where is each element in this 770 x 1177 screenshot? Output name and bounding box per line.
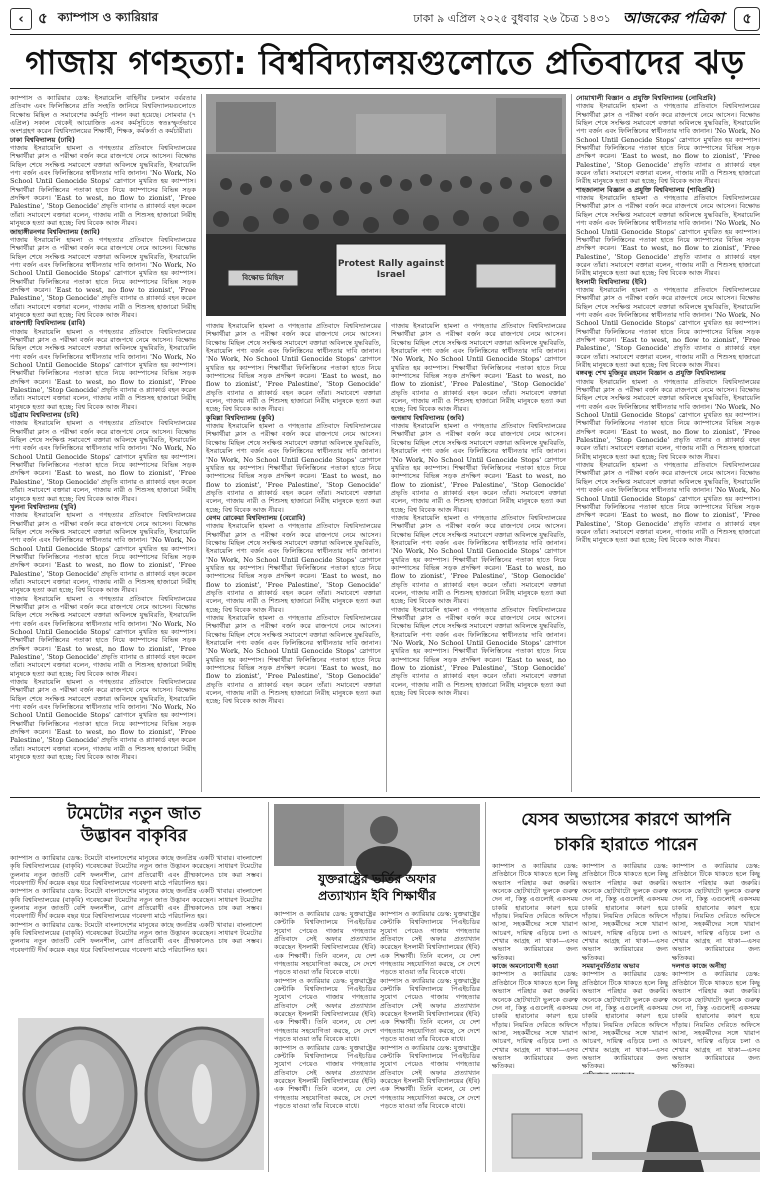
- lead-body-text: গাজায় ইসরায়েলি হামলা ও গণহত্যার প্রতিবাদে বিশ্ববিদ্যালয়ের শিক্ষার্থীরা ক্লাস ও পরীক্ষা বর্জন করে রাজপথে নেমে আসেন। বিক্ষোভ মিছিল শেষে সংক্ষিপ্ত সমাবেশে বক্তারা অবিলম্বে যুদ্ধবিরতি, ইসরায়েলি পণ্য বর্জন এবং ফিলিস্তিনের স্বাধীনতার দাবি জানান। 'No Work, No School Until Genocide Stops' স্লোগানে মুখরিত হয় ক্যাম্পাস। শিক্ষার্থীরা ফিলিস্তিনের পতাকা হাতে নিয়ে ক্যাম্পাসের বিভিন্ন সড়ক প্রদক্ষিণ করেন। 'East to west, no flow to zionist', 'Free Palestine', 'Stop Genocide' প্রভৃতি ব্যানার ও প্ল্যাকার্ড বহন করেন তাঁরা। সমাবেশে বক্তারা বলেন, গাজায় নারী ও শিশুসহ হাজারো নিরীহ মানুষকে হত্যা করা হচ্ছে; বিশ্ব বিবেক আজ নীরব।: [391, 322, 566, 414]
- column-divider: [268, 802, 269, 1172]
- habits-headline-line1: যেসব অভ্যাসের কারণে আপনি: [521, 810, 731, 830]
- habits-story-col-3: [672, 862, 760, 1070]
- habits-story-col-1: [492, 862, 578, 1070]
- habits-headline-line2: চাকরি হারাতে পারেন: [554, 835, 698, 855]
- prev-page-arrow-icon[interactable]: ‹: [10, 8, 32, 30]
- lead-body-text: গাজায় ইসরায়েলি হামলা ও গণহত্যার প্রতিবাদে বিশ্ববিদ্যালয়ের শিক্ষার্থীরা ক্লাস ও পরীক্ষা বর্জন করে রাজপথে নেমে আসেন। বিক্ষোভ মিছিল শেষে সংক্ষিপ্ত সমাবেশে বক্তারা অবিলম্বে যুদ্ধবিরতি, ইসরায়েলি পণ্য বর্জন এবং ফিলিস্তিনের স্বাধীনতার দাবি জানান। 'No Work, No School Until Genocide Stops' স্লোগানে মুখরিত হয় ক্যাম্পাস। শিক্ষার্থীরা ফিলিস্তিনের পতাকা হাতে নিয়ে ক্যাম্পাসের বিভিন্ন সড়ক প্রদক্ষিণ করেন। 'East to west, no flow to zionist', 'Free Palestine', 'Stop Genocide' প্রভৃতি ব্যানার ও প্ল্যাকার্ড বহন করেন তাঁরা। সমাবেশে বক্তারা বলেন, গাজায় নারী ও শিশুসহ হাজারো নিরীহ মানুষকে হত্যা করা হচ্ছে; বিশ্ব বিবেক আজ নীরব।: [206, 614, 381, 706]
- lead-column-3: [391, 322, 566, 794]
- lead-body-text: গাজায় ইসরায়েলি হামলা ও গণহত্যার প্রতিবাদে বিশ্ববিদ্যালয়ের শিক্ষার্থীরা ক্লাস ও পরীক্ষা বর্জন করে রাজপথে নেমে আসেন। বিক্ষোভ মিছিল শেষে সংক্ষিপ্ত সমাবেশে বক্তারা অবিলম্বে যুদ্ধবিরতি, ইসরায়েলি পণ্য বর্জন এবং ফিলিস্তিনের স্বাধীনতার দাবি জানান। 'No Work, No School Until Genocide Stops' স্লোগানে মুখরিত হয় ক্যাম্পাস। শিক্ষার্থীরা ফিলিস্তিনের পতাকা হাতে নিয়ে ক্যাম্পাসের বিভিন্ন সড়ক প্রদক্ষিণ করেন। 'East to west, no flow to zionist', 'Free Palestine', 'Stop Genocide' প্রভৃতি ব্যানার ও প্ল্যাকার্ড বহন করেন তাঁরা। সমাবেশে বক্তারা বলেন, গাজায় নারী ও শিশুসহ হাজারো নিরীহ মানুষকে হত্যা করা হচ্ছে; বিশ্ব বিবেক আজ নীরব।: [391, 605, 566, 698]
- lead-headline: গাজায় গণহত্যা: বিশ্ববিদ্যালয়গুলোতে প্রতিবাদের ঝড়: [25, 43, 745, 82]
- lead-body-text: গাজায় ইসরায়েলি হামলা ও গণহত্যার প্রতিবাদে বিশ্ববিদ্যালয়ের শিক্ষার্থীরা ক্লাস ও পরীক্ষা বর্জন করে রাজপথে নেমে আসেন। বিক্ষোভ মিছিল শেষে সংক্ষিপ্ত সমাবেশে বক্তারা অবিলম্বে যুদ্ধবিরতি, ইসরায়েলি পণ্য বর্জন এবং ফিলিস্তিনের স্বাধীনতার দাবি জানান। 'No Work, No School Until Genocide Stops' স্লোগানে মুখরিত হয় ক্যাম্পাস। শিক্ষার্থীরা ফিলিস্তিনের পতাকা হাতে নিয়ে ক্যাম্পাসের বিভিন্ন সড়ক প্রদক্ষিণ করেন। 'East to west, no flow to zionist', 'Free Palestine', 'Stop Genocide' প্রভৃতি ব্যানার ও প্ল্যাকার্ড বহন করেন তাঁরা। সমাবেশে বক্তারা বলেন, গাজায় নারী ও শিশুসহ হাজারো নিরীহ মানুষকে হত্যা করা হচ্ছে; বিশ্ব বিবেক আজ নীরব।: [206, 322, 381, 414]
- student-body-text: ক্যাম্পাস ও ক্যারিয়ার ডেস্ক: যুক্তরাষ্ট্রের কেন্টাকি বিশ্ববিদ্যালয়ে পিএইচডির সুযোগ পেয়েও গাজায় গণহত্যার প্রতিবাদে সেই অফার প্রত্যাখ্যান করেছেন ইসলামী বিশ্ববিদ্যালয়ের (ইবি) এক শিক্ষার্থী। তিনি বলেন, যে দেশ গণহত্যায় সহযোগিতা করছে, সে দেশে পড়তে যাওয়া তাঁর বিবেকে বাধে।: [274, 1043, 376, 1110]
- tomato-headline: [10, 803, 258, 847]
- page-number-left: ৫: [38, 8, 48, 27]
- student-body-text: ক্যাম্পাস ও ক্যারিয়ার ডেস্ক: যুক্তরাষ্ট্রের কেন্টাকি বিশ্ববিদ্যালয়ে পিএইচডির সুযোগ পেয়েও গাজায় গণহত্যার প্রতিবাদে সেই অফার প্রত্যাখ্যান করেছেন ইসলামী বিশ্ববিদ্যালয়ের (ইবি) এক শিক্ষার্থী। তিনি বলেন, যে দেশ গণহত্যায় সহযোগিতা করছে, সে দেশে পড়তে যাওয়া তাঁর বিবেকে বাধে।: [274, 976, 376, 1044]
- lead-subhead-5: খুলনা বিশ্ববিদ্যালয় (খুবি): [10, 502, 77, 511]
- lead-subhead-1: ঢাকা বিশ্ববিদ্যালয় (ঢাবি): [10, 135, 75, 144]
- lead-subhead-8: জগন্নাথ বিশ্ববিদ্যালয় (জবি): [391, 413, 465, 422]
- lead-subhead-10: শাহজালাল বিজ্ঞান ও প্রযুক্তি বিশ্ববিদ্যালয় (শাবিপ্রবি): [576, 185, 715, 194]
- student-portrait-image: [274, 804, 480, 866]
- tomato-body-text: ক্যাম্পাস ও ক্যারিয়ার ডেস্ক: টমেটো বাংলাদেশের মানুষের কাছে জনপ্রিয় একটি খাবার। বাংলাদেশ কৃষি বিশ্ববিদ্যালয়ের (বাকৃবি) গবেষকেরা টমেটোর নতুন জাত উদ্ভাবন করেছেন। সাধারণ টমেটোর তুলনায় নতুন জাতটি বেশি ফলনশীল, রোগ প্রতিরোধী এবং গ্রীষ্মকালেও চাষ করা সম্ভব। গবেষণাটি দীর্ঘ কয়েক বছর ধরে বিশ্ববিদ্যালয়ের গবেষণা মাঠে পরিচালিত হয়।: [10, 920, 262, 954]
- lead-subhead-9: নোয়াখালী বিজ্ঞান ও প্রযুক্তি বিশ্ববিদ্যালয় (নোবিপ্রবি): [576, 94, 716, 102]
- lead-body-text: গাজায় ইসরায়েলি হামলা ও গণহত্যার প্রতিবাদে বিশ্ববিদ্যালয়ের শিক্ষার্থীরা ক্লাস ও পরীক্ষা বর্জন করে রাজপথে নেমে আসেন। বিক্ষোভ মিছিল শেষে সংক্ষিপ্ত সমাবেশে বক্তারা অবিলম্বে যুদ্ধবিরতি, ইসরায়েলি পণ্য বর্জন এবং ফিলিস্তিনের স্বাধীনতার দাবি জানান। 'No Work, No School Until Genocide Stops' স্লোগানে মুখরিত হয় ক্যাম্পাস। শিক্ষার্থীরা ফিলিস্তিনের পতাকা হাতে নিয়ে ক্যাম্পাসের বিভিন্ন সড়ক প্রদক্ষিণ করেন। 'East to west, no flow to zionist', 'Free Palestine', 'Stop Genocide' প্রভৃতি ব্যানার ও প্ল্যাকার্ড বহন করেন তাঁরা। সমাবেশে বক্তারা বলেন, গাজায় নারী ও শিশুসহ হাজারো নিরীহ মানুষকে হত্যা করা হচ্ছে; বিশ্ব বিবেক আজ নীরব।: [10, 594, 196, 678]
- lead-subhead-2: জাহাঙ্গীরনগর বিশ্ববিদ্যালয় (জাবি): [10, 227, 100, 236]
- student-story-col-2: [380, 910, 480, 1172]
- habits-story-col-2: [582, 862, 668, 1070]
- page-number-right: ৫: [734, 7, 760, 31]
- student-headline: [274, 870, 480, 904]
- lead-body-text: গাজায় ইসরায়েলি হামলা ও গণহত্যার প্রতিবাদে বিশ্ববিদ্যালয়ের শিক্ষার্থীরা ক্লাস ও পরীক্ষা বর্জন করে রাজপথে নেমে আসেন। বিক্ষোভ মিছিল শেষে সংক্ষিপ্ত সমাবেশে বক্তারা অবিলম্বে যুদ্ধবিরতি, ইসরায়েলি পণ্য বর্জন এবং ফিলিস্তিনের স্বাধীনতার দাবি জানান। 'No Work, No School Until Genocide Stops' স্লোগানে মুখরিত হয় ক্যাম্পাস। শিক্ষার্থীরা ফিলিস্তিনের পতাকা হাতে নিয়ে ক্যাম্পাসের বিভিন্ন সড়ক প্রদক্ষিণ করেন। 'East to west, no flow to zionist', 'Free Palestine', 'Stop Genocide' প্রভৃতি ব্যানার ও প্ল্যাকার্ড বহন করেন তাঁরা। সমাবেশে বক্তারা বলেন, গাজায় নারী ও শিশুসহ হাজারো নিরীহ মানুষকে হত্যা করা হচ্ছে; বিশ্ব বিবেক আজ নীরব।: [206, 522, 381, 614]
- student-body-text: ক্যাম্পাস ও ক্যারিয়ার ডেস্ক: যুক্তরাষ্ট্রের কেন্টাকি বিশ্ববিদ্যালয়ে পিএইচডির সুযোগ পেয়েও গাজায় গণহত্যার প্রতিবাদে সেই অফার প্রত্যাখ্যান করেছেন ইসলামী বিশ্ববিদ্যালয়ের (ইবি) এক শিক্ষার্থী। তিনি বলেন, যে দেশ গণহত্যায় সহযোগিতা করছে, সে দেশে পড়তে যাওয়া তাঁর বিবেকে বাধে।: [380, 910, 480, 977]
- section-divider: [10, 797, 760, 798]
- lead-body-text: গাজায় ইসরায়েলি হামলা ও গণহত্যার প্রতিবাদে বিশ্ববিদ্যালয়ের শিক্ষার্থীরা ক্লাস ও পরীক্ষা বর্জন করে রাজপথে নেমে আসেন। বিক্ষোভ মিছিল শেষে সংক্ষিপ্ত সমাবেশে বক্তারা অবিলম্বে যুদ্ধবিরতি, ইসরায়েলি পণ্য বর্জন এবং ফিলিস্তিনের স্বাধীনতার দাবি জানান। 'No Work, No School Until Genocide Stops' স্লোগানে মুখরিত হয় ক্যাম্পাস। শিক্ষার্থীরা ফিলিস্তিনের পতাকা হাতে নিয়ে ক্যাম্পাসের বিভিন্ন সড়ক প্রদক্ষিণ করেন। 'East to west, no flow to zionist', 'Free Palestine', 'Stop Genocide' প্রভৃতি ব্যানার ও প্ল্যাকার্ড বহন করেন তাঁরা। সমাবেশে বক্তারা বলেন, গাজায় নারী ও শিশুসহ হাজারো নিরীহ মানুষকে হত্যা করা হচ্ছে; বিশ্ব বিবেক আজ নীরব।: [576, 461, 760, 545]
- headline-rule: [10, 88, 760, 89]
- masthead-logo: আজকের পত্রিকা: [622, 8, 724, 27]
- lead-subhead-11: ইসলামী বিশ্ববিদ্যালয় (ইবি): [576, 277, 647, 286]
- column-divider: [386, 322, 387, 792]
- column-divider: [201, 94, 202, 792]
- habits-body-text: ক্যাম্পাস ও ক্যারিয়ার ডেস্ক: প্রতিষ্ঠানে টিকে থাকতে হলে কিছু অভ্যাস পরিহার করা জরুরি। অনেকে ছোটখাটো ভুলকে গুরুত্ব দেন না, কিন্তু এগুলোই একসময় চাকরি হারানোর কারণ হয়ে দাঁড়ায়। নিয়মিত দেরিতে অফিসে আসা, সহকর্মীদের সঙ্গে খারাপ আচরণ, দায়িত্ব এড়িয়ে চলা ও শেখার আগ্রহ না থাকা—এসব অভ্যাস ক্যারিয়ারের জন্য ক্ষতিকর।: [672, 862, 760, 962]
- lead-subhead-12: বঙ্গবন্ধু শেখ মুজিবুর রহমান বিজ্ঞান ও প্রযুক্তি বিশ্ববিদ্যালয়: [576, 369, 726, 378]
- habits-body-text: ক্যাম্পাস ও ক্যারিয়ার ডেস্ক: প্রতিষ্ঠানে টিকে থাকতে হলে কিছু অভ্যাস পরিহার করা জরুরি। অনেকে ছোটখাটো ভুলকে গুরুত্ব দেন না, কিন্তু এগুলোই একসময় চাকরি হারানোর কারণ হয়ে দাঁড়ায়। নিয়মিত দেরিতে অফিসে আসা, সহকর্মীদের সঙ্গে খারাপ আচরণ, দায়িত্ব এড়িয়ে চলা ও শেখার আগ্রহ না থাকা—এসব অভ্যাস ক্যারিয়ারের জন্য ক্ষতিকর।: [672, 970, 760, 1071]
- office-worker-photo: [492, 1074, 760, 1172]
- tomato-photo: [18, 1018, 264, 1170]
- habits-headline: [492, 808, 760, 858]
- column-divider: [485, 802, 486, 1172]
- student-headline-line2: প্রত্যাখ্যান ইবি শিক্ষার্থীর: [318, 888, 436, 903]
- lead-body-text: গাজায় ইসরায়েলি হামলা ও গণহত্যার প্রতিবাদে বিশ্ববিদ্যালয়ের শিক্ষার্থীরা ক্লাস ও পরীক্ষা বর্জন করে রাজপথে নেমে আসেন। বিক্ষোভ মিছিল শেষে সংক্ষিপ্ত সমাবেশে বক্তারা অবিলম্বে যুদ্ধবিরতি, ইসরায়েলি পণ্য বর্জন এবং ফিলিস্তিনের স্বাধীনতার দাবি জানান। 'No Work, No School Until Genocide Stops' স্লোগানে মুখরিত হয় ক্যাম্পাস। শিক্ষার্থীরা ফিলিস্তিনের পতাকা হাতে নিয়ে ক্যাম্পাসের বিভিন্ন সড়ক প্রদক্ষিণ করেন। 'East to west, no flow to zionist', 'Free Palestine', 'Stop Genocide' প্রভৃতি ব্যানার ও প্ল্যাকার্ড বহন করেন তাঁরা। সমাবেশে বক্তারা বলেন, গাজায় নারী ও শিশুসহ হাজারো নিরীহ মানুষকে হত্যা করা হচ্ছে; বিশ্ব বিবেক আজ নীরব।: [391, 513, 566, 606]
- habits-subhead-1: কাজে অমনোযোগী হওয়া: [492, 962, 559, 971]
- lead-body-text: গাজায় ইসরায়েলি হামলা ও গণহত্যার প্রতিবাদে বিশ্ববিদ্যালয়ের শিক্ষার্থীরা ক্লাস ও পরীক্ষা বর্জন করে রাজপথে নেমে আসেন। বিক্ষোভ মিছিল শেষে সংক্ষিপ্ত সমাবেশে বক্তারা অবিলম্বে যুদ্ধবিরতি, ইসরায়েলি পণ্য বর্জন এবং ফিলিস্তিনের স্বাধীনতার দাবি জানান। 'No Work, No School Until Genocide Stops' স্লোগানে মুখরিত হয় ক্যাম্পাস। শিক্ষার্থীরা ফিলিস্তিনের পতাকা হাতে নিয়ে ক্যাম্পাসের বিভিন্ন সড়ক প্রদক্ষিণ করেন। 'East to west, no flow to zionist', 'Free Palestine', 'Stop Genocide' প্রভৃতি ব্যানার ও প্ল্যাকার্ড বহন করেন তাঁরা। সমাবেশে বক্তারা বলেন, গাজায় নারী ও শিশুসহ হাজারো নিরীহ মানুষকে হত্যা করা হচ্ছে; বিশ্ব বিবেক আজ নীরব।: [576, 377, 760, 461]
- student-body-text: ক্যাম্পাস ও ক্যারিয়ার ডেস্ক: যুক্তরাষ্ট্রের কেন্টাকি বিশ্ববিদ্যালয়ে পিএইচডির সুযোগ পেয়েও গাজায় গণহত্যার প্রতিবাদে সেই অফার প্রত্যাখ্যান করেছেন ইসলামী বিশ্ববিদ্যালয়ের (ইবি) এক শিক্ষার্থী। তিনি বলেন, যে দেশ গণহত্যায় সহযোগিতা করছে, সে দেশে পড়তে যাওয়া তাঁর বিবেকে বাধে।: [380, 1043, 480, 1110]
- lead-body-text: গাজায় ইসরায়েলি হামলা ও গণহত্যার প্রতিবাদে বিশ্ববিদ্যালয়ের শিক্ষার্থীরা ক্লাস ও পরীক্ষা বর্জন করে রাজপথে নেমে আসেন। বিক্ষোভ মিছিল শেষে সংক্ষিপ্ত সমাবেশে বক্তারা অবিলম্বে যুদ্ধবিরতি, ইসরায়েলি পণ্য বর্জন এবং ফিলিস্তিনের স্বাধীনতার দাবি জানান। 'No Work, No School Until Genocide Stops' স্লোগানে মুখরিত হয় ক্যাম্পাস। শিক্ষার্থীরা ফিলিস্তিনের পতাকা হাতে নিয়ে ক্যাম্পাসের বিভিন্ন সড়ক প্রদক্ষিণ করেন। 'East to west, no flow to zionist', 'Free Palestine', 'Stop Genocide' প্রভৃতি ব্যানার ও প্ল্যাকার্ড বহন করেন তাঁরা। সমাবেশে বক্তারা বলেন, গাজায় নারী ও শিশুসহ হাজারো নিরীহ মানুষকে হত্যা করা হচ্ছে; বিশ্ব বিবেক আজ নীরব।: [10, 144, 196, 228]
- lead-body-text: গাজায় ইসরায়েলি হামলা ও গণহত্যার প্রতিবাদে বিশ্ববিদ্যালয়ের শিক্ষার্থীরা ক্লাস ও পরীক্ষা বর্জন করে রাজপথে নেমে আসেন। বিক্ষোভ মিছিল শেষে সংক্ষিপ্ত সমাবেশে বক্তারা অবিলম্বে যুদ্ধবিরতি, ইসরায়েলি পণ্য বর্জন এবং ফিলিস্তিনের স্বাধীনতার দাবি জানান। 'No Work, No School Until Genocide Stops' স্লোগানে মুখরিত হয় ক্যাম্পাস। শিক্ষার্থীরা ফিলিস্তিনের পতাকা হাতে নিয়ে ক্যাম্পাসের বিভিন্ন সড়ক প্রদক্ষিণ করেন। 'East to west, no flow to zionist', 'Free Palestine', 'Stop Genocide' প্রভৃতি ব্যানার ও প্ল্যাকার্ড বহন করেন তাঁরা। সমাবেশে বক্তারা বলেন, গাজায় নারী ও শিশুসহ হাজারো নিরীহ মানুষকে হত্যা করা হচ্ছে; বিশ্ব বিবেক আজ নীরব।: [206, 422, 381, 514]
- tomato-story-body: [10, 854, 262, 1014]
- lead-body-text: গাজায় ইসরায়েলি হামলা ও গণহত্যার প্রতিবাদে বিশ্ববিদ্যালয়ের শিক্ষার্থীরা ক্লাস ও পরীক্ষা বর্জন করে রাজপথে নেমে আসেন। বিক্ষোভ মিছিল শেষে সংক্ষিপ্ত সমাবেশে বক্তারা অবিলম্বে যুদ্ধবিরতি, ইসরায়েলি পণ্য বর্জন এবং ফিলিস্তিনের স্বাধীনতার দাবি জানান। 'No Work, No School Until Genocide Stops' স্লোগানে মুখরিত হয় ক্যাম্পাস। শিক্ষার্থীরা ফিলিস্তিনের পতাকা হাতে নিয়ে ক্যাম্পাসের বিভিন্ন সড়ক প্রদক্ষিণ করেন। 'East to west, no flow to zionist', 'Free Palestine', 'Stop Genocide' প্রভৃতি ব্যানার ও প্ল্যাকার্ড বহন করেন তাঁরা। সমাবেশে বক্তারা বলেন, গাজায় নারী ও শিশুসহ হাজারো নিরীহ মানুষকে হত্যা করা হচ্ছে; বিশ্ব বিবেক আজ নীরব।: [576, 285, 760, 369]
- habits-body-text: ক্যাম্পাস ও ক্যারিয়ার ডেস্ক: প্রতিষ্ঠানে টিকে থাকতে হলে কিছু অভ্যাস পরিহার করা জরুরি। অনেকে ছোটখাটো ভুলকে গুরুত্ব দেন না, কিন্তু এগুলোই একসময় চাকরি হারানোর কারণ হয়ে দাঁড়ায়। নিয়মিত দেরিতে অফিসে আসা, সহকর্মীদের সঙ্গে খারাপ আচরণ, দায়িত্ব এড়িয়ে চলা ও শেখার আগ্রহ না থাকা—এসব অভ্যাস ক্যারিয়ারের জন্য ক্ষতিকর।: [492, 862, 578, 962]
- lead-body-text: গাজায় ইসরায়েলি হামলা ও গণহত্যার প্রতিবাদে বিশ্ববিদ্যালয়ের শিক্ষার্থীরা ক্লাস ও পরীক্ষা বর্জন করে রাজপথে নেমে আসেন। বিক্ষোভ মিছিল শেষে সংক্ষিপ্ত সমাবেশে বক্তারা অবিলম্বে যুদ্ধবিরতি, ইসরায়েলি পণ্য বর্জন এবং ফিলিস্তিনের স্বাধীনতার দাবি জানান। 'No Work, No School Until Genocide Stops' স্লোগানে মুখরিত হয় ক্যাম্পাস। শিক্ষার্থীরা ফিলিস্তিনের পতাকা হাতে নিয়ে ক্যাম্পাসের বিভিন্ন সড়ক প্রদক্ষিণ করেন। 'East to west, no flow to zionist', 'Free Palestine', 'Stop Genocide' প্রভৃতি ব্যানার ও প্ল্যাকার্ড বহন করেন তাঁরা। সমাবেশে বক্তারা বলেন, গাজায় নারী ও শিশুসহ হাজারো নিরীহ মানুষকে হত্যা করা হচ্ছে; বিশ্ব বিবেক আজ নীরব।: [10, 511, 196, 595]
- lead-body-text: গাজায় ইসরায়েলি হামলা ও গণহত্যার প্রতিবাদে বিশ্ববিদ্যালয়ের শিক্ষার্থীরা ক্লাস ও পরীক্ষা বর্জন করে রাজপথে নেমে আসেন। বিক্ষোভ মিছিল শেষে সংক্ষিপ্ত সমাবেশে বক্তারা অবিলম্বে যুদ্ধবিরতি, ইসরায়েলি পণ্য বর্জন এবং ফিলিস্তিনের স্বাধীনতার দাবি জানান। 'No Work, No School Until Genocide Stops' স্লোগানে মুখরিত হয় ক্যাম্পাস। শিক্ষার্থীরা ফিলিস্তিনের পতাকা হাতে নিয়ে ক্যাম্পাসের বিভিন্ন সড়ক প্রদক্ষিণ করেন। 'East to west, no flow to zionist', 'Free Palestine', 'Stop Genocide' প্রভৃতি ব্যানার ও প্ল্যাকার্ড বহন করেন তাঁরা। সমাবেশে বক্তারা বলেন, গাজায় নারী ও শিশুসহ হাজারো নিরীহ মানুষকে হত্যা করা হচ্ছে; বিশ্ব বিবেক আজ নীরব।: [10, 327, 196, 411]
- stressed-worker-image: [492, 1074, 760, 1172]
- protest-photo: [206, 94, 566, 316]
- protest-banner: Protest Rally against Israel: [337, 259, 445, 280]
- lead-subhead-6: কুমিল্লা বিশ্ববিদ্যালয় (কুবি): [206, 413, 275, 422]
- lead-body-text: গাজায় ইসরায়েলি হামলা ও গণহত্যার প্রতিবাদে বিশ্ববিদ্যালয়ের শিক্ষার্থীরা ক্লাস ও পরীক্ষা বর্জন করে রাজপথে নেমে আসেন। বিক্ষোভ মিছিল শেষে সংক্ষিপ্ত সমাবেশে বক্তারা অবিলম্বে যুদ্ধবিরতি, ইসরায়েলি পণ্য বর্জন এবং ফিলিস্তিনের স্বাধীনতার দাবি জানান। 'No Work, No School Until Genocide Stops' স্লোগানে মুখরিত হয় ক্যাম্পাস। শিক্ষার্থীরা ফিলিস্তিনের পতাকা হাতে নিয়ে ক্যাম্পাসের বিভিন্ন সড়ক প্রদক্ষিণ করেন। 'East to west, no flow to zionist', 'Free Palestine', 'Stop Genocide' প্রভৃতি ব্যানার ও প্ল্যাকার্ড বহন করেন তাঁরা। সমাবেশে বক্তারা বলেন, গাজায় নারী ও শিশুসহ হাজারো নিরীহ মানুষকে হত্যা করা হচ্ছে; বিশ্ব বিবেক আজ নীরব।: [10, 678, 196, 762]
- protest-side-banner: বিক্ষোভ মিছিল: [242, 274, 284, 282]
- lead-body-text: গাজায় ইসরায়েলি হামলা ও গণহত্যার প্রতিবাদে বিশ্ববিদ্যালয়ের শিক্ষার্থীরা ক্লাস ও পরীক্ষা বর্জন করে রাজপথে নেমে আসেন। বিক্ষোভ মিছিল শেষে সংক্ষিপ্ত সমাবেশে বক্তারা অবিলম্বে যুদ্ধবিরতি, ইসরায়েলি পণ্য বর্জন এবং ফিলিস্তিনের স্বাধীনতার দাবি জানান। 'No Work, No School Until Genocide Stops' স্লোগানে মুখরিত হয় ক্যাম্পাস। শিক্ষার্থীরা ফিলিস্তিনের পতাকা হাতে নিয়ে ক্যাম্পাসের বিভিন্ন সড়ক প্রদক্ষিণ করেন। 'East to west, no flow to zionist', 'Free Palestine', 'Stop Genocide' প্রভৃতি ব্যানার ও প্ল্যাকার্ড বহন করেন তাঁরা। সমাবেশে বক্তারা বলেন, গাজায় নারী ও শিশুসহ হাজারো নিরীহ মানুষকে হত্যা করা হচ্ছে; বিশ্ব বিবেক আজ নীরব।: [10, 419, 196, 503]
- tomato-body-text: ক্যাম্পাস ও ক্যারিয়ার ডেস্ক: টমেটো বাংলাদেশের মানুষের কাছে জনপ্রিয় একটি খাবার। বাংলাদেশ কৃষি বিশ্ববিদ্যালয়ের (বাকৃবি) গবেষকেরা টমেটোর নতুন জাত উদ্ভাবন করেছেন। সাধারণ টমেটোর তুলনায় নতুন জাতটি বেশি ফলনশীল, রোগ প্রতিরোধী এবং গ্রীষ্মকালেও চাষ করা সম্ভব। গবেষণাটি দীর্ঘ কয়েক বছর ধরে বিশ্ববিদ্যালয়ের গবেষণা মাঠে পরিচালিত হয়।: [10, 887, 262, 921]
- lead-subhead-4: চট্টগ্রাম বিশ্ববিদ্যালয় (চবি): [10, 411, 79, 420]
- student-story-col-1: [274, 910, 376, 1172]
- habits-body-text: ক্যাম্পাস ও ক্যারিয়ার ডেস্ক: প্রতিষ্ঠানে টিকে থাকতে হলে কিছু অভ্যাস পরিহার করা জরুরি। অনেকে ছোটখাটো ভুলকে গুরুত্ব দেন না, কিন্তু এগুলোই একসময় চাকরি হারানোর কারণ হয়ে দাঁড়ায়। নিয়মিত দেরিতে অফিসে আসা, সহকর্মীদের সঙ্গে খারাপ আচরণ, দায়িত্ব এড়িয়ে চলা ও শেখার আগ্রহ না থাকা—এসব অভ্যাস ক্যারিয়ারের জন্য ক্ষতিকর।: [582, 862, 668, 962]
- header-rule: [10, 34, 760, 35]
- tomato-slices-image: [18, 1018, 264, 1170]
- student-body-text: ক্যাম্পাস ও ক্যারিয়ার ডেস্ক: যুক্তরাষ্ট্রের কেন্টাকি বিশ্ববিদ্যালয়ে পিএইচডির সুযোগ পেয়েও গাজায় গণহত্যার প্রতিবাদে সেই অফার প্রত্যাখ্যান করেছেন ইসলামী বিশ্ববিদ্যালয়ের (ইবি) এক শিক্ষার্থী। তিনি বলেন, যে দেশ গণহত্যায় সহযোগিতা করছে, সে দেশে পড়তে যাওয়া তাঁর বিবেকে বাধে।: [380, 976, 480, 1044]
- habits-body-text: ক্যাম্পাস ও ক্যারিয়ার ডেস্ক: প্রতিষ্ঠানে টিকে থাকতে হলে কিছু অভ্যাস পরিহার করা জরুরি। অনেকে ছোটখাটো ভুলকে গুরুত্ব দেন না, কিন্তু এগুলোই একসময় চাকরি হারানোর কারণ হয়ে দাঁড়ায়। নিয়মিত দেরিতে অফিসে আসা, সহকর্মীদের সঙ্গে খারাপ আচরণ, দায়িত্ব এড়িয়ে চলা ও শেখার আগ্রহ না থাকা—এসব অভ্যাস ক্যারিয়ারের জন্য ক্ষতিকর।: [492, 970, 578, 1071]
- lead-subhead-3: রাজশাহী বিশ্ববিদ্যালয় (রাবি): [10, 319, 86, 328]
- lead-body-text: গাজায় ইসরায়েলি হামলা ও গণহত্যার প্রতিবাদে বিশ্ববিদ্যালয়ের শিক্ষার্থীরা ক্লাস ও পরীক্ষা বর্জন করে রাজপথে নেমে আসেন। বিক্ষোভ মিছিল শেষে সংক্ষিপ্ত সমাবেশে বক্তারা অবিলম্বে যুদ্ধবিরতি, ইসরায়েলি পণ্য বর্জন এবং ফিলিস্তিনের স্বাধীনতার দাবি জানান। 'No Work, No School Until Genocide Stops' স্লোগানে মুখরিত হয় ক্যাম্পাস। শিক্ষার্থীরা ফিলিস্তিনের পতাকা হাতে নিয়ে ক্যাম্পাসের বিভিন্ন সড়ক প্রদক্ষিণ করেন। 'East to west, no flow to zionist', 'Free Palestine', 'Stop Genocide' প্রভৃতি ব্যানার ও প্ল্যাকার্ড বহন করেন তাঁরা। সমাবেশে বক্তারা বলেন, গাজায় নারী ও শিশুসহ হাজারো নিরীহ মানুষকে হত্যা করা হচ্ছে; বিশ্ব বিবেক আজ নীরব।: [576, 102, 760, 186]
- habits-body-text: ক্যাম্পাস ও ক্যারিয়ার ডেস্ক: প্রতিষ্ঠানে টিকে থাকতে হলে কিছু অভ্যাস পরিহার করা জরুরি। অনেকে ছোটখাটো ভুলকে গুরুত্ব দেন না, কিন্তু এগুলোই একসময় চাকরি হারানোর কারণ হয়ে দাঁড়ায়। নিয়মিত দেরিতে অফিসে আসা, সহকর্মীদের সঙ্গে খারাপ আচরণ, দায়িত্ব এড়িয়ে চলা ও শেখার আগ্রহ না থাকা—এসব অভ্যাস ক্যারিয়ারের জন্য ক্ষতিকর।: [582, 970, 668, 1071]
- habits-subhead-4: দলগত কাজে অনীহা: [672, 962, 727, 971]
- tomato-headline-line2: উদ্ভাবন বাকৃবির: [80, 826, 188, 846]
- lead-body-text: গাজায় ইসরায়েলি হামলা ও গণহত্যার প্রতিবাদে বিশ্ববিদ্যালয়ের শিক্ষার্থীরা ক্লাস ও পরীক্ষা বর্জন করে রাজপথে নেমে আসেন। বিক্ষোভ মিছিল শেষে সংক্ষিপ্ত সমাবেশে বক্তারা অবিলম্বে যুদ্ধবিরতি, ইসরায়েলি পণ্য বর্জন এবং ফিলিস্তিনের স্বাধীনতার দাবি জানান। 'No Work, No School Until Genocide Stops' স্লোগানে মুখরিত হয় ক্যাম্পাস। শিক্ষার্থীরা ফিলিস্তিনের পতাকা হাতে নিয়ে ক্যাম্পাসের বিভিন্ন সড়ক প্রদক্ষিণ করেন। 'East to west, no flow to zionist', 'Free Palestine', 'Stop Genocide' প্রভৃতি ব্যানার ও প্ল্যাকার্ড বহন করেন তাঁরা। সমাবেশে বক্তারা বলেন, গাজায় নারী ও শিশুসহ হাজারো নিরীহ মানুষকে হত্যা করা হচ্ছে; বিশ্ব বিবেক আজ নীরব।: [10, 235, 196, 319]
- lead-subhead-7: বেগম রোকেয়া বিশ্ববিদ্যালয় (বেরোবি): [206, 513, 306, 522]
- lead-column-1: [10, 94, 196, 794]
- lead-body-text: গাজায় ইসরায়েলি হামলা ও গণহত্যার প্রতিবাদে বিশ্ববিদ্যালয়ের শিক্ষার্থীরা ক্লাস ও পরীক্ষা বর্জন করে রাজপথে নেমে আসেন। বিক্ষোভ মিছিল শেষে সংক্ষিপ্ত সমাবেশে বক্তারা অবিলম্বে যুদ্ধবিরতি, ইসরায়েলি পণ্য বর্জন এবং ফিলিস্তিনের স্বাধীনতার দাবি জানান। 'No Work, No School Until Genocide Stops' স্লোগানে মুখরিত হয় ক্যাম্পাস। শিক্ষার্থীরা ফিলিস্তিনের পতাকা হাতে নিয়ে ক্যাম্পাসের বিভিন্ন সড়ক প্রদক্ষিণ করেন। 'East to west, no flow to zionist', 'Free Palestine', 'Stop Genocide' প্রভৃতি ব্যানার ও প্ল্যাকার্ড বহন করেন তাঁরা। সমাবেশে বক্তারা বলেন, গাজায় নারী ও শিশুসহ হাজারো নিরীহ মানুষকে হত্যা করা হচ্ছে; বিশ্ব বিবেক আজ নীরব।: [576, 194, 760, 278]
- student-photo: [274, 804, 480, 866]
- column-divider: [571, 94, 572, 792]
- lead-intro: ক্যাম্পাস ও ক্যারিয়ার ডেস্ক: ইসরায়েলি বাহিনীর চলমান বর্বরতার প্রতিবাদ এবং ফিলিস্তিনের প্রতি সংহতি জানিয়ে বিশ্ববিদ্যালয়গুলোতে বিক্ষোভ মিছিল ও সমাবেশের কর্মসূচি পালন করা হয়েছে। সোমবার (৭ এপ্রিল) সকাল থেকেই আয়োজিত এসব কর্মসূচিতে স্বতঃস্ফূর্তভাবে অংশগ্রহণ করেন বিশ্ববিদ্যালয়ের শিক্ষার্থী, শিক্ষক, কর্মকর্তা ও কর্মচারীরা।: [10, 94, 196, 136]
- page-header: [10, 6, 760, 32]
- lead-column-4: [576, 94, 760, 794]
- habits-subhead-2: সময়ানুবর্তিতার অভাব: [582, 962, 640, 971]
- lead-body-text: গাজায় ইসরায়েলি হামলা ও গণহত্যার প্রতিবাদে বিশ্ববিদ্যালয়ের শিক্ষার্থীরা ক্লাস ও পরীক্ষা বর্জন করে রাজপথে নেমে আসেন। বিক্ষোভ মিছিল শেষে সংক্ষিপ্ত সমাবেশে বক্তারা অবিলম্বে যুদ্ধবিরতি, ইসরায়েলি পণ্য বর্জন এবং ফিলিস্তিনের স্বাধীনতার দাবি জানান। 'No Work, No School Until Genocide Stops' স্লোগানে মুখরিত হয় ক্যাম্পাস। শিক্ষার্থীরা ফিলিস্তিনের পতাকা হাতে নিয়ে ক্যাম্পাসের বিভিন্ন সড়ক প্রদক্ষিণ করেন। 'East to west, no flow to zionist', 'Free Palestine', 'Stop Genocide' প্রভৃতি ব্যানার ও প্ল্যাকার্ড বহন করেন তাঁরা। সমাবেশে বক্তারা বলেন, গাজায় নারী ও শিশুসহ হাজারো নিরীহ মানুষকে হত্যা করা হচ্ছে; বিশ্ব বিবেক আজ নীরব।: [391, 422, 566, 514]
- student-body-text: ক্যাম্পাস ও ক্যারিয়ার ডেস্ক: যুক্তরাষ্ট্রের কেন্টাকি বিশ্ববিদ্যালয়ে পিএইচডির সুযোগ পেয়েও গাজায় গণহত্যার প্রতিবাদে সেই অফার প্রত্যাখ্যান করেছেন ইসলামী বিশ্ববিদ্যালয়ের (ইবি) এক শিক্ষার্থী। তিনি বলেন, যে দেশ গণহত্যায় সহযোগিতা করছে, সে দেশে পড়তে যাওয়া তাঁর বিবেকে বাধে।: [274, 910, 376, 977]
- issue-date: ঢাকা ৯ এপ্রিল ২০২৫ বুধবার ২৬ চৈত্র ১৪৩১: [413, 11, 611, 25]
- lead-column-2: [206, 322, 381, 794]
- tomato-headline-line1: টমেটোর নতুন জাত: [67, 804, 201, 824]
- student-headline-line1: যুক্তরাষ্ট্রের ভর্তির অফার: [317, 871, 437, 886]
- tomato-body-text: ক্যাম্পাস ও ক্যারিয়ার ডেস্ক: টমেটো বাংলাদেশের মানুষের কাছে জনপ্রিয় একটি খাবার। বাংলাদেশ কৃষি বিশ্ববিদ্যালয়ের (বাকৃবি) গবেষকেরা টমেটোর নতুন জাত উদ্ভাবন করেছেন। সাধারণ টমেটোর তুলনায় নতুন জাতটি বেশি ফলনশীল, রোগ প্রতিরোধী এবং গ্রীষ্মকালেও চাষ করা সম্ভব। গবেষণাটি দীর্ঘ কয়েক বছর ধরে বিশ্ববিদ্যালয়ের গবেষণা মাঠে পরিচালিত হয়।: [10, 854, 262, 888]
- section-name: ক্যাম্পাস ও ক্যারিয়ার: [57, 10, 159, 24]
